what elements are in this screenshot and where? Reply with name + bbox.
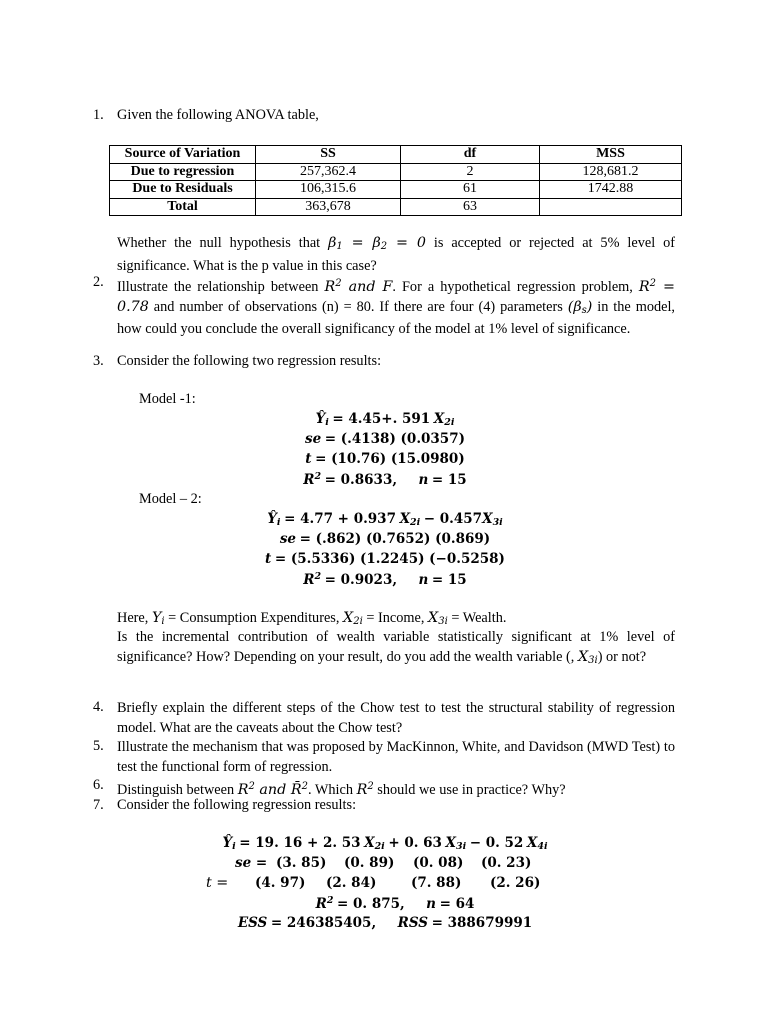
- q1-text: Given the following ANOVA table,: [117, 107, 319, 123]
- model1-eq-text: = 4.45+. 591: [332, 411, 431, 427]
- q6-text: Distinguish between $R^2$ and R̄$^2$. Which $R^2$ should we use in practice? Why?: [117, 781, 566, 798]
- anova-header-mss: MSS: [540, 146, 682, 164]
- model2-n: = 15: [431, 572, 467, 588]
- q7-ess: = 246385405,: [270, 915, 377, 931]
- q3-question-a: Is the incremental contribution of wealth variable statistically significant at 1% level of significance? How? Depending on your result, do you add the wealth variable (,: [117, 629, 675, 665]
- anova-row: [110, 163, 682, 181]
- anova-cell: 257,362.4: [256, 163, 401, 181]
- q7-rss: = 388679991: [431, 915, 533, 931]
- anova-row: [110, 198, 682, 216]
- anova-cell: 128,681.2: [540, 163, 682, 181]
- q7-t-value: (2. 84): [326, 875, 377, 891]
- q3-here-b: = Consumption Expenditures,: [168, 610, 340, 626]
- model2-fit: $R^2 = 0.9023$, n = 15: [303, 571, 467, 588]
- anova-cell: [540, 198, 682, 216]
- q7-se-value: (3. 85): [276, 855, 327, 871]
- null-hypothesis-math: $\beta_1 = \beta_2 = 0$: [328, 235, 426, 252]
- q1-followup-b: is accepted or rejected at 5% level of significance. What is the p value in this case?: [117, 235, 676, 274]
- q5-text: Illustrate the mechanism that was proposed by MacKinnon, White, and Davidson (MWD Test) to test the functional form of regression.: [117, 739, 675, 775]
- model1-t: t = (10.76) (15.0980): [305, 451, 465, 467]
- q7-se-value: (0. 23): [481, 855, 532, 871]
- q7-ess-rss: ESS = 246385405, RSS = 388679991: [237, 915, 533, 931]
- q6-text-b: . Which: [307, 782, 353, 798]
- model1-equation: $Ŷ_i = 4.45+$. 591 $X_{2i}$: [315, 411, 455, 428]
- model2-t-values: = (5.5336) (1.2245) (−0.5258): [274, 551, 505, 567]
- model2-label: Model – 2:: [139, 491, 202, 507]
- anova-cell: 2: [401, 163, 540, 181]
- q3-text: Consider the following two regression results:: [117, 353, 382, 369]
- anova-row: [110, 181, 682, 199]
- model1-se: se = (.4138) (0.0357): [305, 431, 465, 447]
- q7-eq-a: = 19. 16 + 2. 53: [239, 835, 361, 851]
- q2-text-b: . For a hypothetical regression problem,: [392, 279, 633, 295]
- q4-number: 4.: [93, 699, 104, 715]
- model2-t: t = (5.5336) (1.2245) (−0.5258): [265, 551, 505, 567]
- model1-se-values: = (.4138) (0.0357): [324, 431, 465, 447]
- anova-cell: 363,678: [256, 198, 401, 216]
- q7-t-value: (4. 97): [255, 875, 306, 891]
- q1-followup-a: Whether the null hypothesis that: [117, 235, 321, 251]
- q6-text-c: should we use in practice? Why?: [377, 782, 566, 798]
- q3-here-a: Here,: [117, 610, 149, 626]
- r2-and-f-math: $R^2$ and F: [324, 278, 393, 295]
- anova-cell: Due to regression: [110, 163, 256, 181]
- q2-text-c: and number of observations (n) = 80. If there are four (4) parameters: [153, 298, 563, 315]
- anova-cell: Total: [110, 198, 256, 216]
- model2-se: se = (.862) (0.7652) (0.869): [279, 531, 491, 547]
- q7-equation: $Ŷ_i = 19$. 16 + 2. 53 $X_{2i} + 0$. 63 $X_{3i} - 0$. 52 $X_{4i}$: [222, 835, 548, 852]
- q3-here-d: = Wealth.: [451, 610, 507, 626]
- q7-se-value: (0. 08): [413, 855, 464, 871]
- model2-eq-a: = 4.77 + 0.937: [284, 511, 396, 527]
- q2-text-d: in the model, how could you conclude the overall significancy of the model at 1% level of significance.: [117, 298, 676, 337]
- model2-equation: $Ŷ_i = 4.77 + 0.937$ $X_{2i} - 0.457X_{3i}$: [267, 511, 503, 528]
- q7-t-label: t =: [206, 875, 229, 891]
- anova-table: [109, 145, 682, 216]
- q1-followup: [117, 234, 675, 276]
- q7-eq-c: − 0. 52: [469, 835, 524, 851]
- q2-number: 2.: [93, 274, 104, 290]
- model1-label: Model -1:: [139, 391, 196, 407]
- q7-fit: $R^2 = 0$. 875, n = 64: [315, 895, 475, 912]
- model1-r2: = 0.8633,: [324, 472, 398, 488]
- q3-number: 3.: [93, 353, 104, 369]
- anova-cell: 1742.88: [540, 181, 682, 199]
- model2-eq-b: − 0.457: [423, 511, 483, 527]
- anova-header-row: [110, 146, 682, 164]
- anova-cell: 63: [401, 198, 540, 216]
- anova-header-source: Source of Variation: [110, 146, 256, 164]
- anova-cell: Due to Residuals: [110, 181, 256, 199]
- q5-number: 5.: [93, 738, 104, 754]
- r2-value-math: $R^2 = 0.78$: [117, 278, 675, 315]
- q7-se-value: (0. 89): [344, 855, 395, 871]
- anova-cell: 106,315.6: [256, 181, 401, 199]
- anova-cell: 61: [401, 181, 540, 199]
- q6-number: 6.: [93, 777, 104, 793]
- q3-variables: Here, $Y_i$ = Consumption Expenditures, $X_{2i}$ = Income, $X_{3i}$ = Wealth.: [117, 610, 507, 627]
- q6-text-a: Distinguish between: [117, 782, 235, 798]
- q7-n: = 64: [439, 896, 475, 912]
- model1-t-values: = (10.76) (15.0980): [315, 451, 465, 467]
- model2-r2: = 0.9023,: [324, 572, 398, 588]
- q2-text-a: Illustrate the relationship between: [117, 279, 319, 295]
- model1-n: = 15: [431, 472, 467, 488]
- q4-text: Briefly explain the different steps of the Chow test to test the structural stability of regression model. What are the caveats about the Chow test?: [117, 700, 675, 736]
- anova-header-df: df: [401, 146, 540, 164]
- q7-eq-b: + 0. 63: [388, 835, 442, 851]
- model2-se-values: = (.862) (0.7652) (0.869): [299, 531, 491, 547]
- q3-question: Is the incremental contribution of wealth variable statistically significant at 1% level of significance? How? Depending on your result, do you add the wealth variable (, $X_{3i}$) or not?: [117, 629, 675, 666]
- q2-text: [117, 274, 675, 340]
- model1-fit: $R^2 = 0.8633$, n = 15: [303, 471, 467, 488]
- q3-question-b: ) or not?: [597, 648, 647, 665]
- q7-se-label: se =: [235, 855, 268, 871]
- q7-t-value: (2. 26): [490, 875, 541, 891]
- q3-here-c: = Income,: [366, 610, 425, 626]
- q7-t-value: (7. 88): [411, 875, 462, 891]
- q7-text: Consider the following regression results:: [117, 797, 357, 813]
- q1-number: 1.: [93, 107, 104, 123]
- beta-s-math: $(\beta_s)$: [567, 298, 593, 316]
- anova-header-ss: SS: [256, 146, 401, 164]
- q7-number: 7.: [93, 797, 104, 813]
- q7-r2: = 0. 875,: [337, 896, 405, 912]
